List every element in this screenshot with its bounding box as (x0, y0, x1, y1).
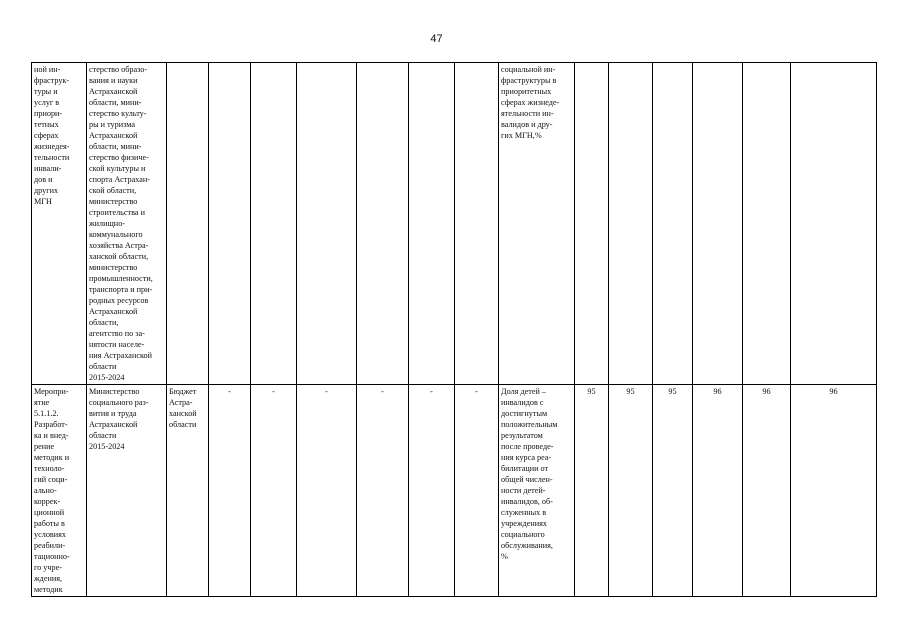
target-cell (693, 63, 743, 385)
value-cell (209, 63, 251, 385)
target-cell (575, 63, 609, 385)
target-cell: 96 (693, 385, 743, 597)
target-cell: 95 (575, 385, 609, 597)
page-number: 47 (430, 33, 443, 45)
target-cell: 96 (791, 385, 877, 597)
target-cell: 96 (743, 385, 791, 597)
value-cell: - (251, 385, 297, 597)
target-cell (653, 63, 693, 385)
indicator-cell: социальной ин- фраструктуры в приоритетных сферах жизнеде- ятельности ин- валидов и дру- гих МГН,% (499, 63, 575, 385)
value-cell (409, 63, 455, 385)
table-row (32, 385, 877, 597)
event-name-cell: Меропри- ятие 5.1.1.2. Разработ- ка и внед- рение методик и техноло- гий соци- ально- коррек- ционной работы в условиях реабили- тационно- го учре- ждения, методик (32, 385, 87, 597)
funding-source-cell (167, 63, 209, 385)
target-cell: 95 (653, 385, 693, 597)
value-cell: - (297, 385, 357, 597)
target-cell: 95 (609, 385, 653, 597)
target-cell (791, 63, 877, 385)
value-cell (251, 63, 297, 385)
value-cell (455, 63, 499, 385)
value-cell: - (455, 385, 499, 597)
indicator-cell: Доля детей – инвалидов с достигнутым положительным результатом после проведе- ния курса реа- билитации от общей числен- ности детей- инвалидов, об- служенных в учреждениях социального обслуживания, % (499, 385, 575, 597)
target-cell (743, 63, 791, 385)
table-row (32, 63, 877, 385)
funding-source-cell: Бюджет Астра- ханской области (167, 385, 209, 597)
event-name-cell: ной ин- фраструк- туры и услуг в приори- тетных сферах жизнедея- тельности инвали- дов и других МГН (32, 63, 87, 385)
executor-cell: стерство образо- вания и науки Астраханской области, мини- стерство культу- ры и туризма Астраханской области, мини- стерство физиче- ской культуры и спорта Астрахан- ской области, министерство строительства и жилищно- коммунального хозяйства Астра- ханской области, министерство промышленности, транспорта и при- родных ресурсов Астраханской области, агентство по за- нятости населе- ния Астраханской области 2015-2024 (87, 63, 167, 385)
value-cell: - (209, 385, 251, 597)
value-cell (357, 63, 409, 385)
value-cell (297, 63, 357, 385)
value-cell: - (357, 385, 409, 597)
program-table (31, 62, 877, 597)
target-cell (609, 63, 653, 385)
executor-cell: Министерство социального раз- вития и труда Астраханской области 2015-2024 (87, 385, 167, 597)
value-cell: - (409, 385, 455, 597)
